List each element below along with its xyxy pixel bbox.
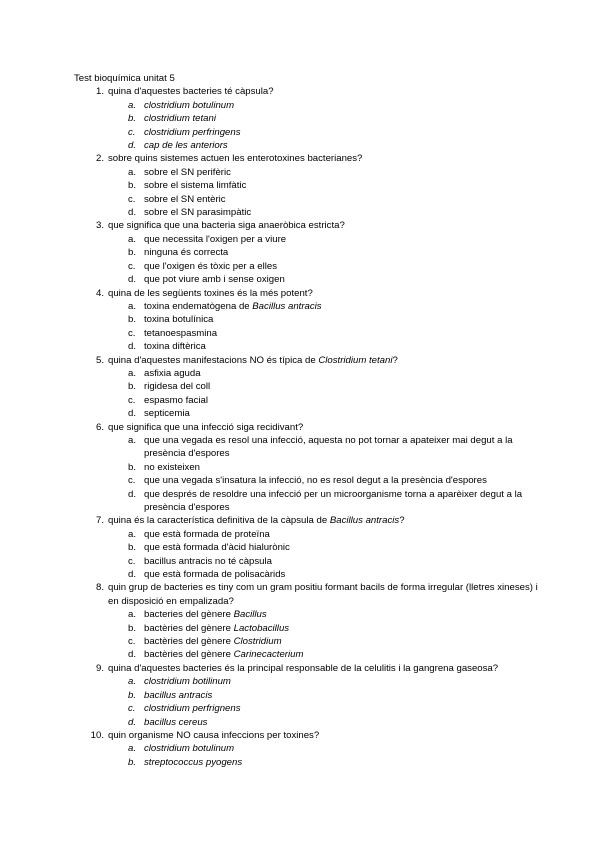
document-title: Test bioquímica unitat 5	[74, 73, 175, 84]
question-item	[74, 85, 544, 98]
question-item	[74, 287, 544, 300]
option-letter: d.	[128, 207, 137, 219]
option-letter: a.	[128, 743, 137, 755]
option-letter: c.	[128, 260, 136, 272]
answer-option	[74, 126, 544, 139]
option-letter: a.	[128, 434, 137, 446]
option-letter: a.	[128, 233, 137, 245]
question-text	[108, 662, 544, 675]
option-text: streptococcus pyogens	[144, 756, 243, 768]
question-text-main: que significa que una bacteria siga anaeròbica estricta?	[108, 220, 345, 232]
option-letter: d.	[128, 274, 137, 286]
option-text: sobre el SN parasimpàtic	[144, 207, 252, 219]
option-text: clostridium botilinum	[144, 676, 231, 688]
option-text: rigidesa del coll	[144, 381, 211, 393]
question-number: 4.	[95, 287, 104, 299]
answer-option	[74, 99, 544, 112]
question-text-main: quin organisme NO causa infeccions per toxines?	[108, 729, 320, 741]
option-list	[74, 608, 544, 662]
question-text	[108, 85, 544, 98]
option-text: cap de les anteriors	[144, 140, 228, 152]
option-list	[74, 300, 544, 354]
question-text-main: sobre quins sistemes actuen les enterotoxines bacterianes?	[108, 153, 363, 165]
option-text: septicemia	[144, 408, 190, 420]
answer-option	[74, 340, 544, 353]
answer-option	[74, 675, 544, 688]
question-text-main: quina d'aquestes manifestacions NO és típica de	[108, 354, 319, 366]
option-letter: a.	[128, 609, 137, 621]
option-text: toxina diftèrica	[144, 341, 206, 353]
answer-option	[74, 300, 544, 313]
answer-option	[74, 555, 544, 568]
answer-option	[74, 260, 544, 273]
answer-option	[74, 166, 544, 179]
option-text: toxina botulínica	[144, 314, 214, 326]
option-text: bacillus cereus	[144, 716, 208, 728]
option-letter: a.	[128, 300, 137, 312]
option-text: que està formada d'àcid hialurònic	[144, 542, 290, 554]
question-text-main: quina d'aquestes bacteries és la principal responsable de la celulitis i la gangrena gaseosa?	[108, 662, 499, 674]
option-letter: c.	[128, 193, 136, 205]
option-letter: a.	[128, 676, 137, 688]
document-body	[74, 72, 544, 769]
option-letter: b.	[128, 314, 137, 326]
option-letter: c.	[128, 703, 136, 715]
question-text	[108, 729, 544, 742]
answer-option	[74, 407, 544, 420]
option-text: bacteries del gènere	[144, 609, 234, 621]
question-text-main: que significa que una infecció siga recidivant?	[108, 421, 304, 433]
option-text: sobre el sistema limfàtic	[144, 180, 247, 192]
option-letter: b.	[128, 622, 137, 634]
question-number: 10.	[90, 729, 104, 741]
option-text: clostridium tetani	[144, 113, 216, 125]
answer-option	[74, 702, 544, 715]
option-letter: b.	[128, 113, 137, 125]
question-item	[74, 421, 544, 434]
option-text: no existeixen	[144, 461, 200, 473]
option-text-genus: Clostridium	[233, 636, 282, 648]
option-text: que necessita l'oxigen per a viure	[144, 233, 287, 245]
option-text: que està formada de proteïna	[144, 528, 270, 540]
option-list	[74, 434, 544, 514]
question-text	[108, 287, 544, 300]
option-text: asfixia aguda	[144, 367, 201, 379]
option-letter: a.	[128, 528, 137, 540]
option-text: bactèries del gènere	[144, 636, 234, 648]
option-text: bactèries del gènere	[144, 649, 234, 661]
option-letter: c.	[128, 126, 136, 138]
question-number: 5.	[95, 354, 104, 366]
question-text	[108, 354, 544, 367]
option-letter: c.	[128, 327, 136, 339]
option-list	[74, 742, 544, 769]
question-text-main: quin grup de bacteries es tiny com un gram positiu formant bacils de forma irregular (lletres xineses) i en disposició en empalizada?	[108, 582, 538, 607]
answer-option	[74, 568, 544, 581]
answer-option	[74, 394, 544, 407]
question-text-species: Bacillus antracis	[329, 515, 400, 527]
option-letter: c.	[128, 394, 136, 406]
answer-option	[74, 434, 544, 461]
question-item	[74, 354, 544, 367]
question-text-species: Clostridium tetani	[318, 354, 393, 366]
answer-option	[74, 716, 544, 729]
question-text-main: quina d'aquestes bacteries té càpsula?	[108, 86, 274, 98]
question-item	[74, 729, 544, 742]
question-text	[108, 514, 544, 527]
option-text: clostridium botulinum	[144, 99, 235, 111]
option-letter: d.	[128, 716, 137, 728]
option-text-genus: Bacillus antracis	[252, 300, 322, 312]
option-text: ninguna és correcta	[144, 247, 229, 259]
question-text-tail: ?	[399, 515, 405, 527]
option-letter: a.	[128, 166, 137, 178]
option-list	[74, 99, 544, 153]
option-letter: d.	[128, 488, 137, 500]
question-number: 2.	[95, 153, 104, 165]
option-letter: b.	[128, 542, 137, 554]
question-number: 7.	[95, 515, 104, 527]
option-letter: d.	[128, 569, 137, 581]
option-list	[74, 233, 544, 287]
question-list	[74, 85, 544, 769]
option-letter: b.	[128, 689, 137, 701]
option-text-genus: Bacillus	[233, 609, 267, 621]
option-text: que pot viure amb i sense oxigen	[144, 274, 285, 286]
answer-option	[74, 635, 544, 648]
option-letter: d.	[128, 140, 137, 152]
answer-option	[74, 179, 544, 192]
option-letter: d.	[128, 341, 137, 353]
option-letter: b.	[128, 756, 137, 768]
option-letter: c.	[128, 555, 136, 567]
option-letter: d.	[128, 408, 137, 420]
option-text-genus: Lactobacillus	[233, 622, 290, 634]
option-text: que una vegada s'insatura la infecció, no es resol degut a la presència d'espores	[144, 475, 487, 487]
answer-option	[74, 193, 544, 206]
option-text: que l'oxigen és tòxic per a elles	[144, 260, 278, 272]
question-item	[74, 219, 544, 232]
question-number: 8.	[95, 582, 104, 594]
answer-option	[74, 648, 544, 661]
question-number: 1.	[95, 86, 104, 98]
option-text: clostridium perfrignens	[144, 703, 241, 715]
option-text: bacillus antracis no té càpsula	[144, 555, 272, 567]
option-letter: d.	[128, 649, 137, 661]
answer-option	[74, 756, 544, 769]
question-item	[74, 662, 544, 675]
option-letter: c.	[128, 636, 136, 648]
option-list	[74, 528, 544, 582]
option-text: espasmo facial	[144, 394, 208, 406]
question-number: 3.	[95, 220, 104, 232]
question-text-main: quina de les següents toxines és la més potent?	[108, 287, 313, 299]
option-text: que una vegada es resol una infecció, aquesta no pot tornar a apateixer mai degut a la presència d'espores	[144, 434, 513, 460]
question-text	[108, 421, 544, 434]
option-letter: b.	[128, 381, 137, 393]
answer-option	[74, 541, 544, 554]
option-text-genus: Carinecacterium	[233, 649, 304, 661]
answer-option	[74, 380, 544, 393]
option-text: tetanoespasmina	[144, 327, 218, 339]
option-letter: b.	[128, 461, 137, 473]
answer-option	[74, 367, 544, 380]
answer-option	[74, 313, 544, 326]
answer-option	[74, 206, 544, 219]
answer-option	[74, 608, 544, 621]
option-text: clostridium perfringens	[144, 126, 241, 138]
option-list	[74, 367, 544, 421]
option-letter: b.	[128, 247, 137, 259]
option-text: bacillus antracis	[144, 689, 213, 701]
option-text: que està formada de polisacàrids	[144, 569, 286, 581]
option-list	[74, 166, 544, 220]
option-letter: b.	[128, 180, 137, 192]
option-list	[74, 675, 544, 729]
option-letter: a.	[128, 367, 137, 379]
answer-option	[74, 474, 544, 487]
answer-option	[74, 488, 544, 515]
option-text: clostridium botulinum	[144, 743, 235, 755]
question-text-tail: ?	[392, 354, 398, 366]
option-letter: a.	[128, 99, 137, 111]
option-text: sobre el SN perifèric	[144, 166, 231, 178]
option-text: bactèries del gènere	[144, 622, 234, 634]
option-text: sobre el SN entèric	[144, 193, 226, 205]
answer-option	[74, 622, 544, 635]
question-text	[108, 581, 544, 608]
option-letter: c.	[128, 475, 136, 487]
answer-option	[74, 689, 544, 702]
answer-option	[74, 461, 544, 474]
answer-option	[74, 528, 544, 541]
answer-option	[74, 139, 544, 152]
answer-option	[74, 112, 544, 125]
question-text	[108, 152, 544, 165]
question-text	[108, 219, 544, 232]
question-item	[74, 514, 544, 527]
option-text: que després de resoldre una infecció per un microorganisme torna a aparèixer degut a la presència d'espores	[144, 488, 523, 513]
question-item	[74, 152, 544, 165]
question-number: 6.	[95, 421, 104, 433]
option-text: toxina endematògena de	[144, 300, 253, 312]
answer-option	[74, 742, 544, 755]
answer-option	[74, 233, 544, 246]
question-text-main: quina és la característica definitiva de la càpsula de	[108, 515, 330, 527]
answer-option	[74, 273, 544, 286]
question-number: 9.	[95, 662, 104, 674]
answer-option	[74, 246, 544, 259]
answer-option	[74, 327, 544, 340]
question-item	[74, 581, 544, 608]
